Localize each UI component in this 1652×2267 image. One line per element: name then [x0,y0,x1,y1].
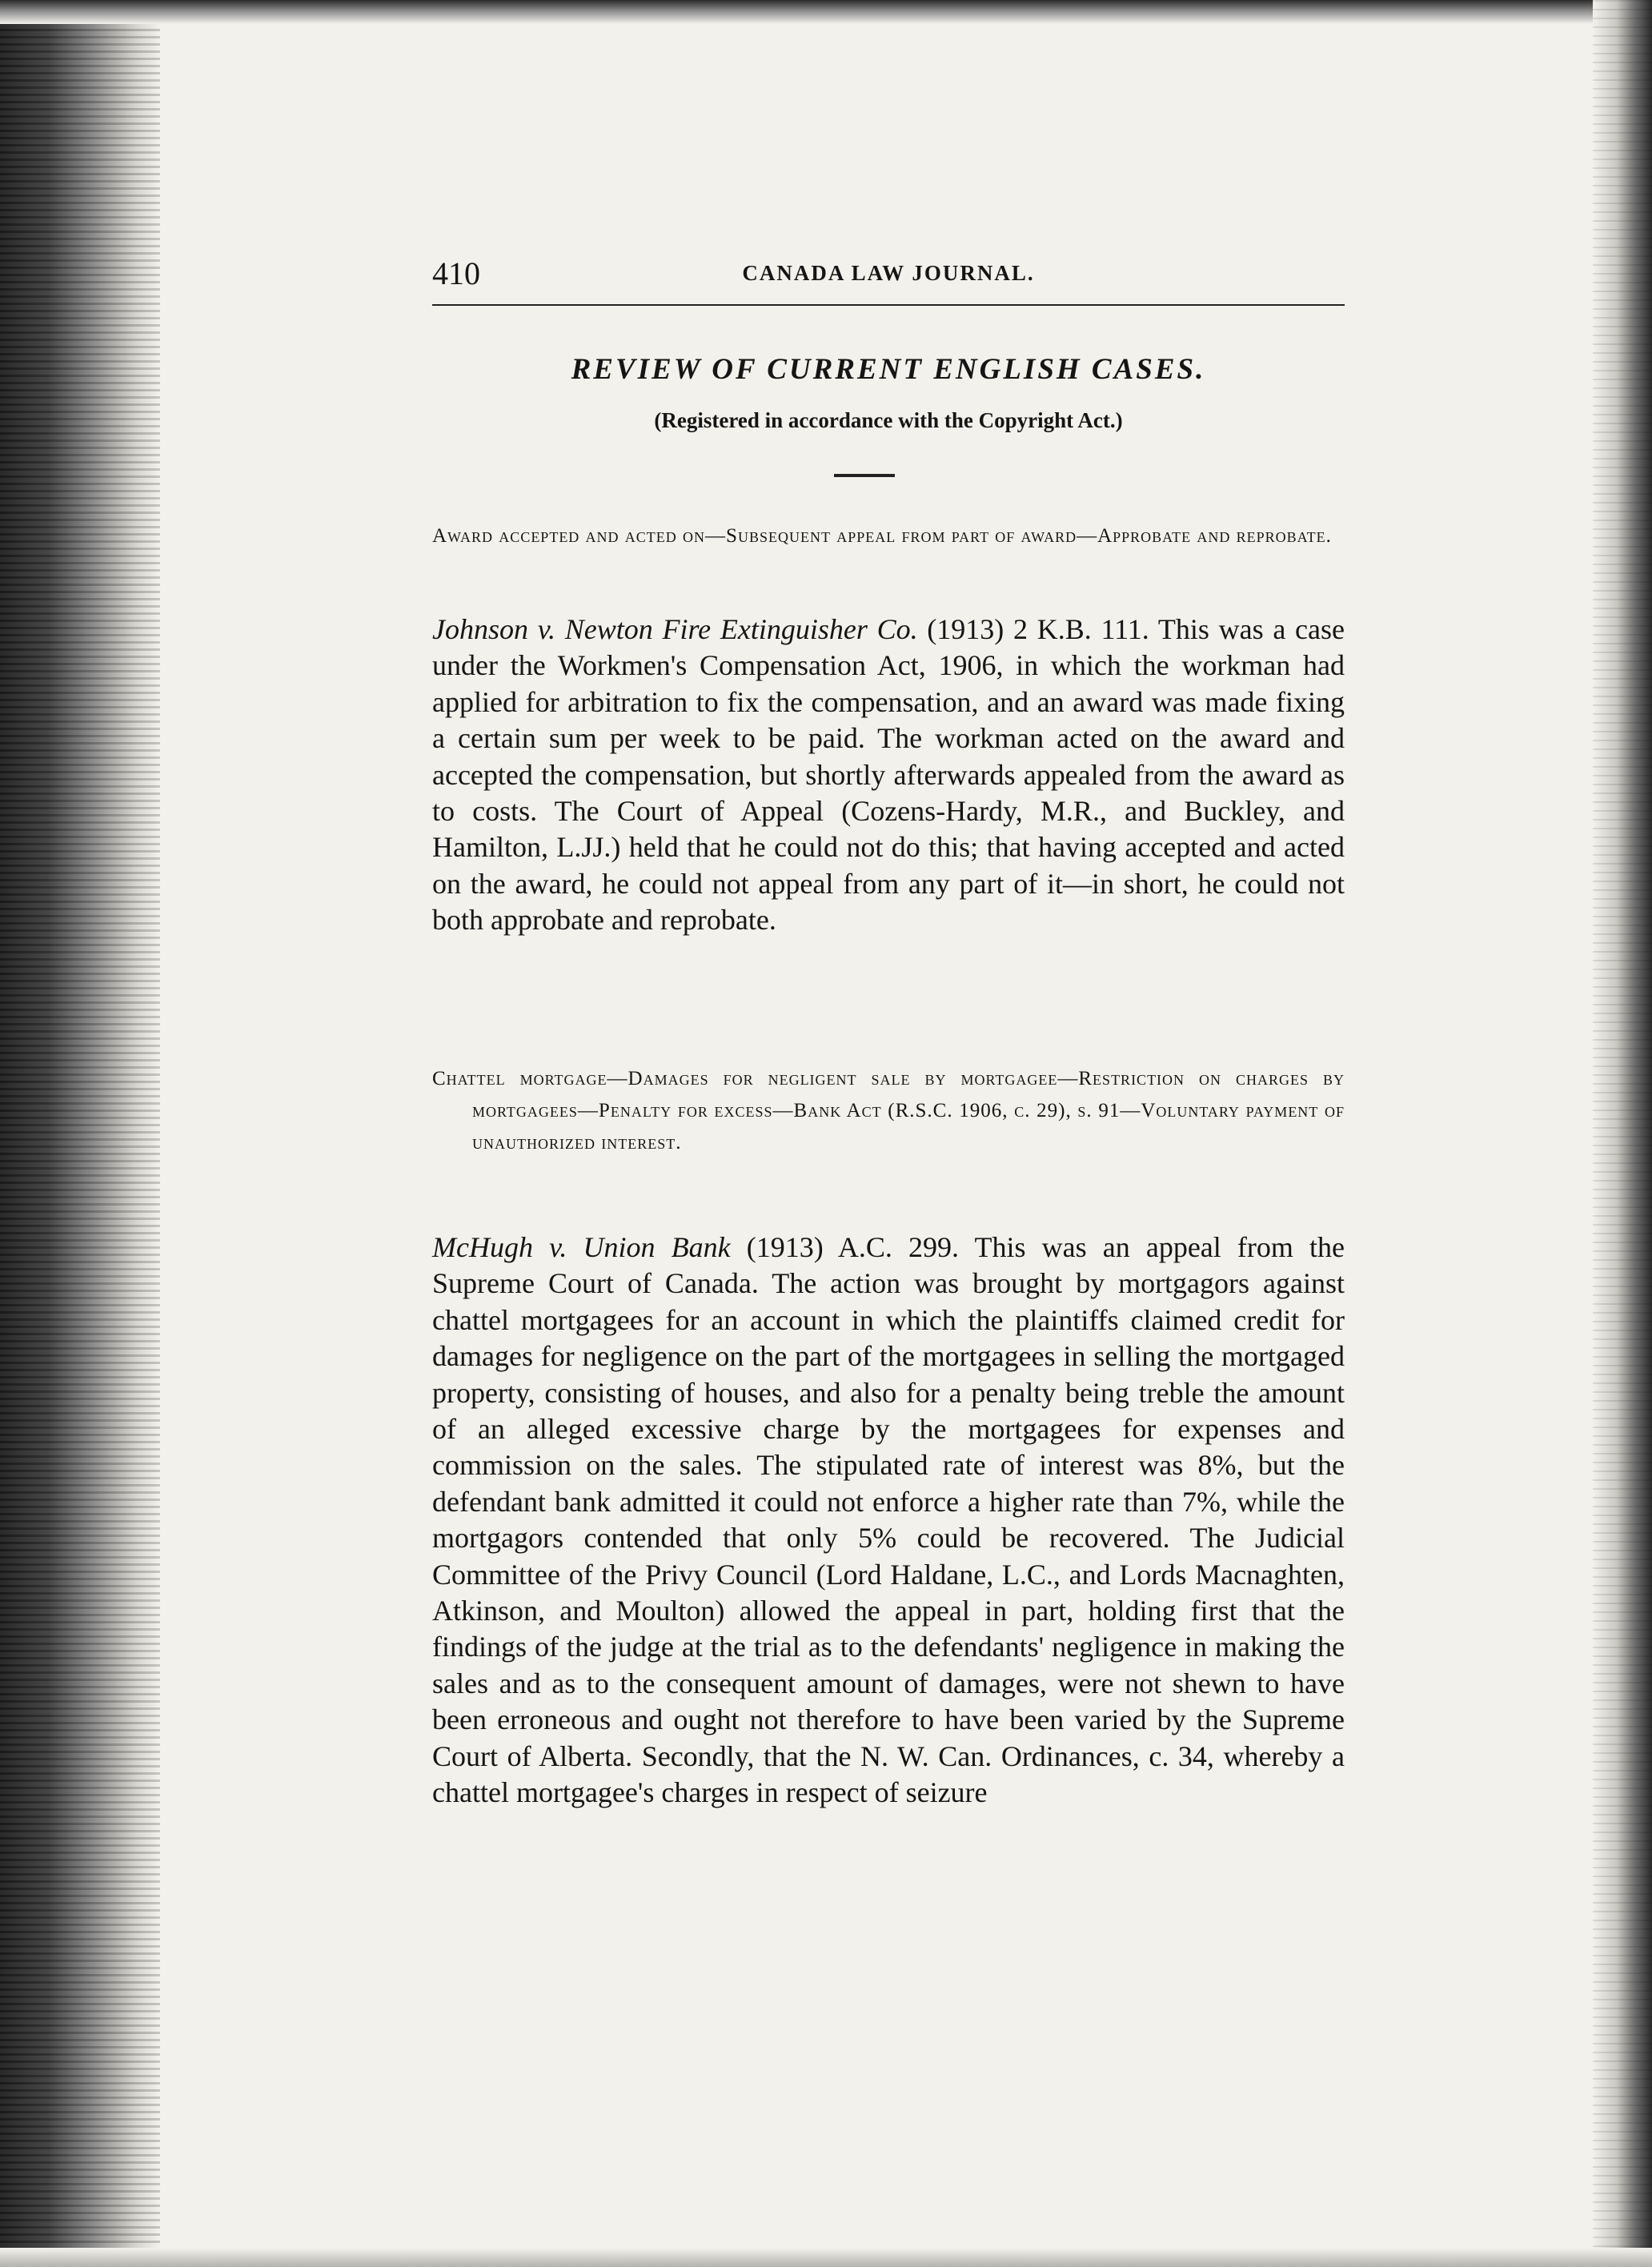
case-2-body [432,1230,1345,1942]
case-1-text: (1913) 2 K.B. 111. This was a case under the Workmen's Compensation Act, 1906, in which the workman had applied for arbitration to fix the compensation, and an award was made fixing a certain sum per week to be paid. The workman acted on the award and accepted the compensation, but shortly afterwards appealed from the award as to costs. The Court of Appeal (Cozens-Hardy, M.R., and Buckley, and Hamilton, L.JJ.) held that he could not do this; that having accepted and acted on the award, he could not appeal from any part of it—in short, he could not both approbate and reprobate. [432,613,1345,937]
case-1-body [432,612,1345,1028]
case-1-headnote: Award accepted and acted on—Subsequent appeal from part of award—Approbate and reprobate. [432,525,1332,547]
running-head [432,255,1345,303]
section-divider [834,474,895,477]
case-2-text: (1913) A.C. 299. This was an appeal from the Supreme Court of Canada. The action was brought by mortgagors against chattel mortgagees for an account in which the plaintiffs claimed credit for damages for negligence on the part of the mortgagees in selling the mortgaged property, consisting of houses, and also for a penalty being treble the amount of an alleged excessive charge by the mortgagees for expenses and commission on the sales. The stipulated rate of interest was 8%, but the defendant bank admitted it could not enforce a higher rate than 7%, while the mortgagors contended that only 5% could be recovered. The Judicial Committee of the Privy Council (Lord Haldane, L.C., and Lords Macnaghten, Atkinson, and Moulton) allowed the appeal in part, holding first that the findings of the judge at the trial as to the defendants' negligence in making the sales and as to the consequent amount of damages, were not shewn to have been erroneous and ought not therefore to have been varied by the Supreme Court of Alberta. Secondly, that the N. W. Can. Ordinances, c. 34, whereby a chattel mortgagee's charges in respect of seizure [432,1231,1345,1809]
case-2-name: McHugh v. Union Bank [432,1231,731,1263]
section-title: REVIEW OF CURRENT ENGLISH CASES. [571,353,1206,386]
header-rule [432,304,1345,306]
case-1-name: Johnson v. Newton Fire Extinguisher Co. [432,613,918,645]
page-number: 410 [432,255,480,291]
journal-title: CANADA LAW JOURNAL. [742,261,1035,285]
copyright-note: (Registered in accordance with the Copyright Act.) [654,408,1123,432]
case-2-headnote: Chattel mortgage—Damages for negligent sale by mortgagee—Restriction on charges by mortgagees—Penalty for excess—Bank Act (R.S.C. 1906, c. 29), s. 91—Voluntary payment of unauthorized interest. [432,1068,1345,1154]
